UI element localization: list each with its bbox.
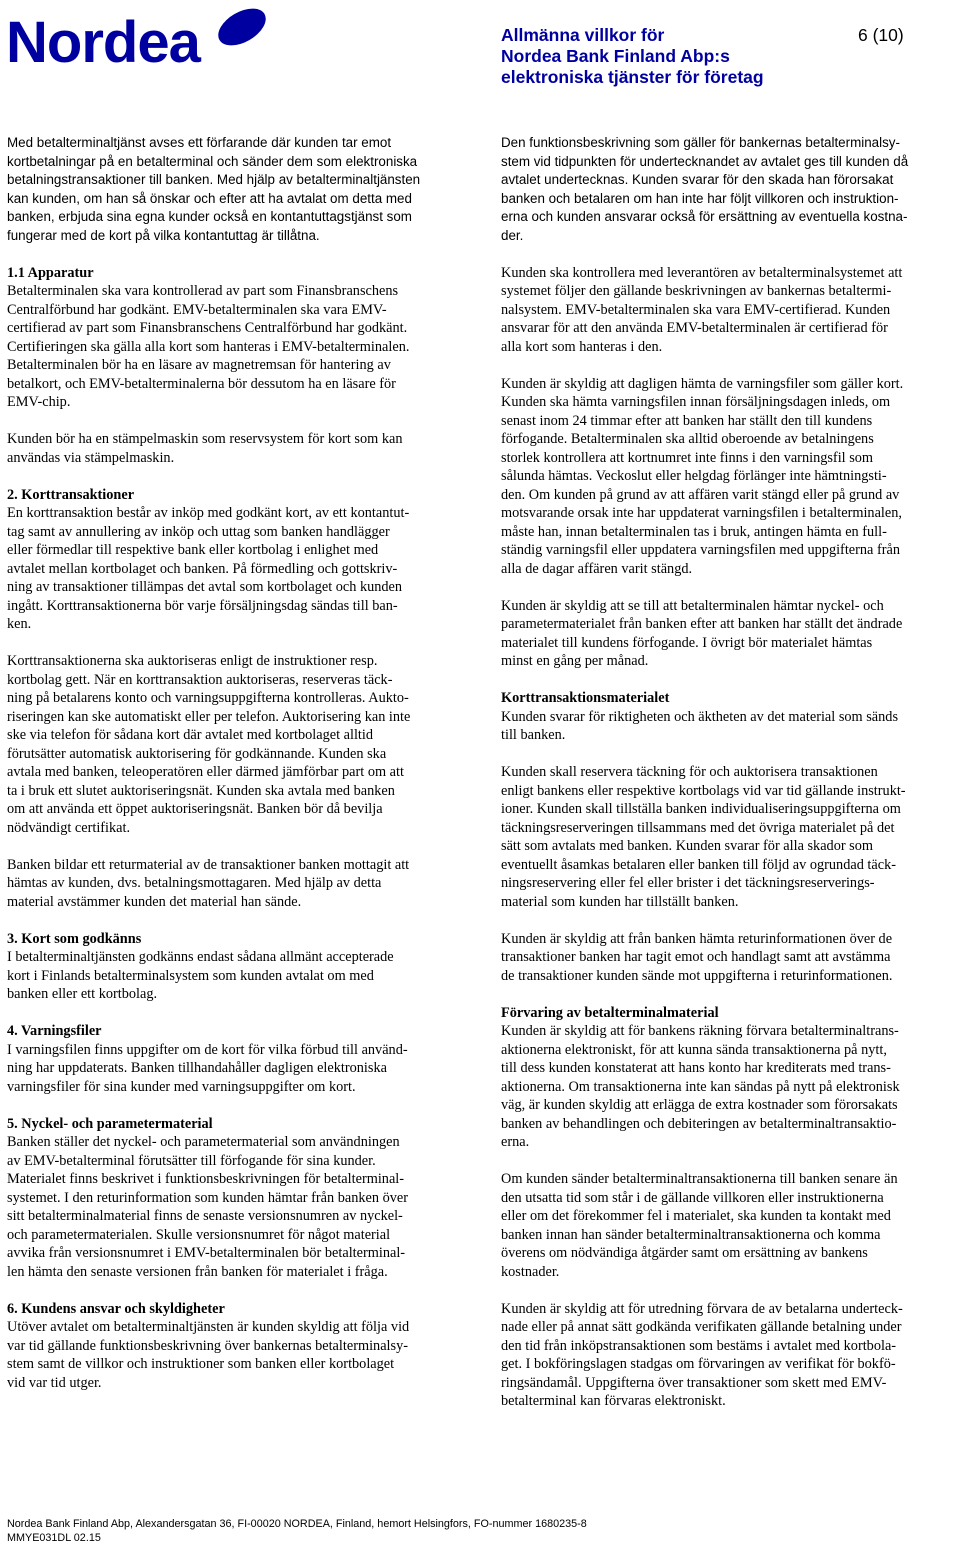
paragraph: [501, 689, 960, 745]
footer-address: Nordea Bank Finland Abp, Alexandersgatan 36, FI-00020 NORDEA, Finland, hemort Helsingfors, FO-nummer 1680235-8: [7, 1518, 587, 1530]
paragraph-text: Betalterminalen ska vara kontrollerad av part som Finansbranschens Centralförbund har godkänt. EMV-betalterminalen ska vara EMV- certifierad av part som Finansbranschens Centralförbund har godkänt. Certifieringen ska gälla alla kort som hanteras i EMV-betalterminalen. Betalterminalen bör ha en läsare av magnetremsan för hantering av betalkort, och EMV-betalterminalerna bör dessutom ha en läsare för EMV-chip.: [7, 283, 410, 410]
paragraph: [501, 264, 960, 357]
paragraph-text: Kunden är skyldig att se till att betalterminalen hämtar nyckel- och parametermaterialet från banken efter att banken har ställt det ändrade materialet till kundens förfogande. I övrigt bör materialet hämtas minst en gång per månad.: [501, 597, 903, 669]
paragraph-text: Kunden är skyldig att för utredning förvara de av betalarna underteck- nade eller på annat sätt godkända verifikaten gällande betalning under den tid från inköpstransaktionen som bestäms i avtalet med kortbola- get. I bokföringslagen stadgas om förvaringen av verifikat för bokfö- ringsändamål. Uppgifterna över transaktioner som skett med EMV- betalterminal kan förvaras elektroniskt.: [501, 1300, 903, 1409]
paragraph-text: Kunden svarar för riktigheten och äktheten av det material som sänds till banken.: [501, 708, 899, 743]
paragraph-text: Den funktionsbeskrivning som gäller för bankernas betalterminalsy- stem vid tidpunkten för undertecknandet av avtalet ges till kunden då avtalet undertecknas. Kunden svarar för den skada han förorsakat banken och betalaren om han inte har följt villkoren och instruktion- erna och kunden ansvarar också för ersättning av eventuella kostna- der.: [501, 135, 909, 243]
paragraph-text: Kunden är skyldig att dagligen hämta de varningsfiler som gäller kort. Kunden ska hämta varningsfilen innan försäljningsdagen inleds, om senast inom 24 timmar efter att banken har ställt den till kundens förfogande. Betalterminalen ska alltid oberoende av betalningens storlek kontrollera att kortnumret inte finns i den varningsfil som sålunda hämtas. Veckoslut eller helgdag förlänger inte hämtningsti- den. Om kunden på grund av att affären varit stängd eller på grund av motsvarande orsak inte har uppdaterat varningsfilen i betalterminalen, måste han, innan betalterminalen tas i bruk, antingen hämta en full- ständig varningsfil eller uppdatera varningsfilen med uppgifterna från alla de dagar affären varit stängd.: [501, 375, 904, 577]
page-number: 6 (10): [858, 25, 904, 45]
section-heading: Korttransaktionsmaterialet: [501, 690, 670, 706]
title-line-2: Nordea Bank Finland Abp:s: [501, 46, 730, 66]
paragraph: [501, 1004, 960, 1152]
section-heading: 6. Kundens ansvar och skyldigheter: [7, 1300, 225, 1317]
nordea-logo: [6, 8, 268, 68]
document-title: [501, 25, 801, 88]
paragraph: [501, 930, 960, 986]
paragraph-text: Med betalterminaltjänst avses ett förfarande där kunden tar emot kortbetalningar på en betalterminal och sänder dem som elektroniska betalningstransaktioner till banken. Med hjälp av betalterminaltjänsten kan kunden, om han så önskar och efter att ha avtalat om detta med banken, erbjuda sina egna kunder också en kontantuttagstjänst som fungerar med de kort på vilka kontantuttag är tillåtna.: [7, 135, 421, 243]
paragraph-text: Utöver avtalet om betalterminaltjänsten är kunden skyldig att följa vid var tid gällande funktionsbeskrivning över bankernas betalterminalsy- stem samt de villkor och instruktioner som banken eller kortbolaget vid var tid utger.: [7, 1319, 410, 1391]
paragraph: [7, 856, 466, 912]
paragraph: [501, 1170, 960, 1281]
title-line-3: elektroniska tjänster för företag: [501, 67, 764, 87]
paragraph-text: En korttransaktion består av inköp med godkänt kort, av ett kontantut- tag samt av annullering av inköp och uttag som banken handlägger eller förmedlar till respektive bank eller kortbolag i enlighet med avtalet mellan kortbolaget och banken. På förmedling och gottskriv- ning av transaktioner tillämpas det avtal som kortbolaget och kunden ingått. Korttransaktionerna bör varje försäljningsdag sändas till ban- ken.: [7, 505, 410, 632]
paragraph: [501, 134, 960, 245]
section-heading: Förvaring av betalterminalmaterial: [501, 1004, 719, 1021]
paragraph: [501, 375, 960, 579]
section-heading: 5. Nyckel- och parametermaterial: [7, 1115, 213, 1132]
paragraph-text: Om kunden sänder betalterminaltransaktionerna till banken senare än den utsatta tid som står i de gällande villkoren eller instruktionerna eller om det förekommer fel i materialet, ska kunden ta kontakt med banken innan han sänder betalterminaltransaktionerna och komma överens om nödvändiga åtgärder samt om ersättning av bankens kostnader.: [501, 1171, 898, 1280]
left-column: [7, 134, 466, 1411]
paragraph: [501, 763, 960, 911]
paragraph: [7, 1300, 466, 1393]
paragraph-text: Banken ställer det nyckel- och parametermaterial som användningen av EMV-betalterminal förutsätter till förfogande för sina kunder. Materialet finns beskrivet i funktionsbeskrivningen för betalterminal- systemet. I den returinformation som kunden hämtar från banken över sitt betalterminalmaterial finns de senaste versionsnumren av nyckel- och parametermaterialen. Skulle versionsnumret för något material avvika från versionsnumret i EMV-betalterminalen bör betalterminal- len hämta den senaste versionen från banken för materialet i fråga.: [7, 1134, 408, 1280]
paragraph: [7, 930, 466, 1004]
paragraph: [7, 652, 466, 837]
paragraph-text: Kunden skall reservera täckning för och auktorisera transaktionen enligt bankens eller respektive kortbolags vid var tid gällande instrukt- ioner. Kunden skall tillställa banken individualiseringsuppgifterna om täckningsreserveringen tillsammans med det övriga materialet på det sätt som avtalats med banken. Kunden svarar för alla skador som eventuellt åsamkas betalaren eller banken till följd av ogrundad täck- ningsreservering eller fel eller brister i det täckningsreserverings- material som kunden har tillställt banken.: [501, 764, 906, 910]
section-heading: 2. Korttransaktioner: [7, 486, 135, 503]
paragraph-text: Kunden ska kontrollera med leverantören av betalterminalsystemet att systemet följer den gällande beskrivningen av bankernas betaltermi- nalsystem. EMV-betalterminalen ska vara EMV-certifierad. Kunden ansvarar för att den använda EMV-betalterminalen är certifierad för alla kort som hanteras i den.: [501, 264, 903, 355]
title-line-1: Allmänna villkor för: [501, 25, 665, 45]
paragraph-text: Banken bildar ett returmaterial av de transaktioner banken mottagit att hämtas av kunden, dvs. betalningsmottagaren. Med hjälp av detta material avstämmer kunden det material han sände.: [7, 856, 410, 910]
paragraph: [7, 1115, 466, 1282]
paragraph: [7, 134, 466, 245]
paragraph: [7, 1022, 466, 1096]
paragraph-text: Kunden bör ha en stämpelmaskin som reservsystem för kort som kan användas via stämpelmaskin.: [7, 431, 403, 466]
paragraph: [7, 430, 466, 467]
paragraph-text: I betalterminaltjänsten godkänns endast sådana allmänt accepterade kort i Finlands betalterminalsystem som kunden avtalat om med banken eller ett kortbolag.: [7, 949, 394, 1002]
section-heading: 4. Varningsfiler: [7, 1023, 102, 1039]
section-heading: 3. Kort som godkänns: [7, 930, 142, 947]
svg-text:Nordea: Nordea: [6, 10, 200, 68]
footer-doc-code: MMYE031DL 02.15: [7, 1532, 101, 1544]
paragraph: [7, 486, 466, 634]
paragraph-text: Kunden är skyldig att från banken hämta returinformationen över de transaktioner banken har tagit emot och handlagt samt att avstämma de transaktioner kunden sände mot uppgifterna i returinformationen.: [501, 930, 893, 984]
paragraph-text: Kunden är skyldig att för bankens räkning förvara betalterminaltrans- aktionerna elektroniskt, för att kunna sända transaktionerna på nytt, till dess kunden konstaterat att hans konto har krediterats med trans- aktionerna. Om transaktionerna inte kan sändas på nytt på elektronisk väg, är kunden skyldig att erlägga de extra kostnader som förorsakats banken av behandlingen och debiteringen av betalterminaltransaktio- erna.: [501, 1023, 900, 1150]
section-heading: 1.1 Apparatur: [7, 264, 94, 281]
paragraph: [501, 1300, 960, 1411]
paragraph-text: I varningsfilen finns uppgifter om de kort för vilka förbud till använd- ning har uppdaterats. Banken tillhandahåller dagligen elektroniska varningsfiler för sina kunder med varningsuppgifter om kort.: [7, 1041, 408, 1095]
footer: [7, 1517, 587, 1545]
paragraph-text: Korttransaktionerna ska auktoriseras enligt de instruktioner resp. kortbolag gett. När en korttransaktion auktoriseras, reserveras täck- ning på betalarens konto och varningsuppgifterna kontrolleras. Aukto- riseringen kan ske automatiskt eller per telefon. Auktorisering kan inte ske via telefon för sådana kort där avtalet med kortbolaget alltid förutsätter automatisk auktorisering för godkännande. Kunden ska avtala med banken, teleoperatören eller därmed jämförbar part om att ta i bruk ett slutet auktoriseringsnät. Kunden ska avtala med banken om att använda ett öppet auktoriseringsnät. Banken bör då bevilja nödvändigt certifikat.: [7, 653, 411, 836]
paragraph: [7, 264, 466, 412]
right-column: [501, 134, 960, 1429]
paragraph: [501, 597, 960, 671]
